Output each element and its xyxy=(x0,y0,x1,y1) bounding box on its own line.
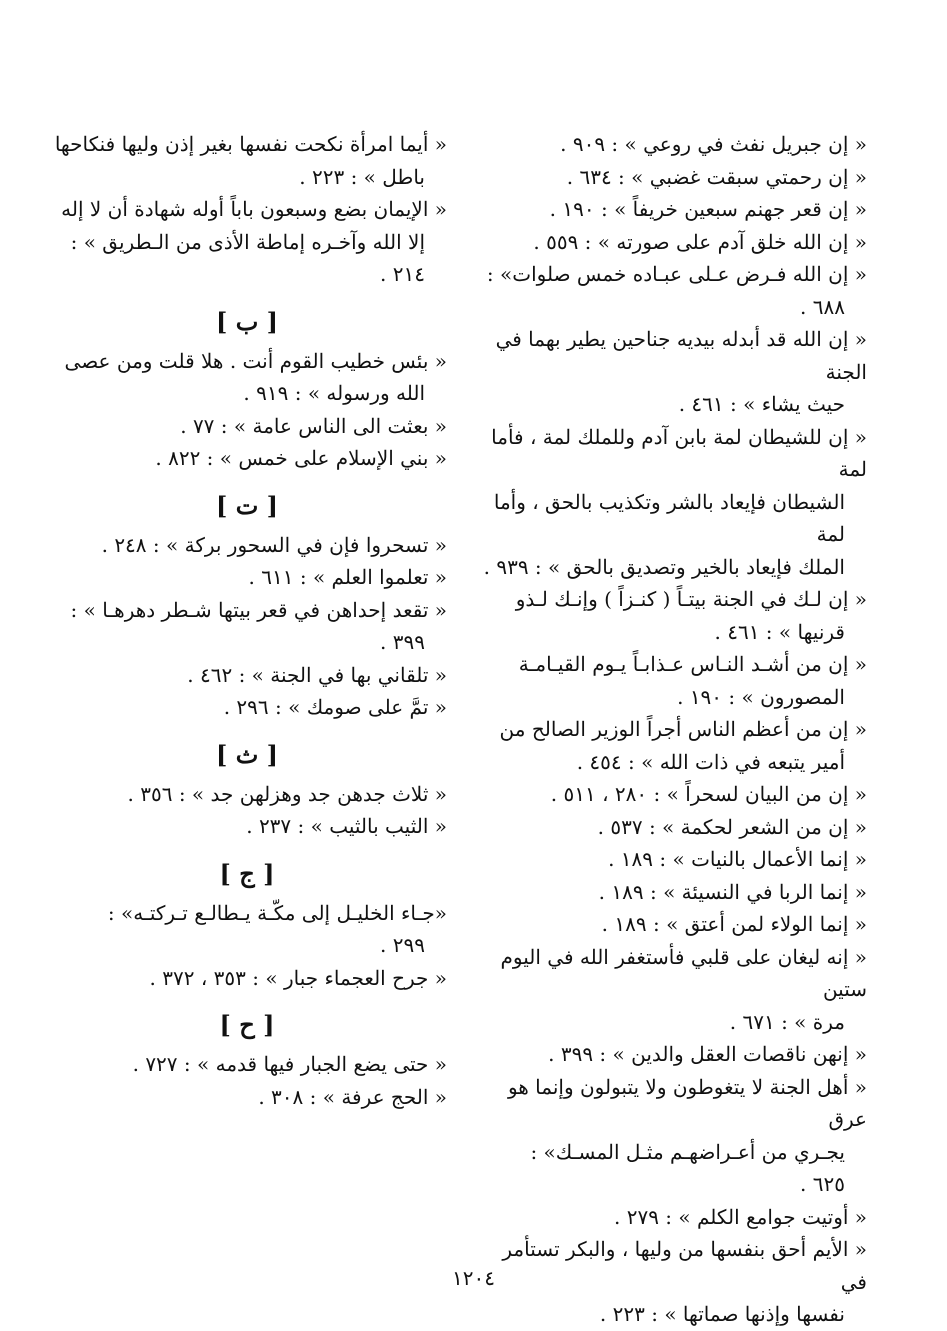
hadith-line: « إن جبريل نفث في روعي » : ٩٠٩ . xyxy=(560,132,867,156)
left-column xyxy=(47,128,447,1113)
hadith-line: ٦٨٨ . xyxy=(800,294,845,319)
hadith-line: « إن من البيان لسحراً » : ٢٨٠ ، ٥١١ . xyxy=(550,782,867,806)
hadith-line: « تعلموا العلم » : ٦١١ . xyxy=(248,565,447,589)
hadith-line: مرة » : ٦٧١ . xyxy=(729,1009,845,1034)
section-heading-ha: [ ح ] xyxy=(219,1010,275,1039)
hadith-line: « إن الله قد أبدله بيديه جناحين يطير بهما في الجنة xyxy=(495,327,867,384)
right-column xyxy=(472,128,867,1331)
section-heading-jim: [ ج ] xyxy=(219,858,275,888)
hadith-line: « إن الله فـرض عـلى عبـاده خمس صلوات» : xyxy=(486,262,867,286)
hadith-line: « حتى يضع الجبار فيها قدمه » : ٧٢٧ . xyxy=(132,1052,447,1076)
hadith-line: « إن قعر جهنم سبعين خريفاً » : ١٩٠ . xyxy=(549,197,867,221)
hadith-line: « الحج عرفة » : ٣٠٨ . xyxy=(258,1084,447,1109)
hadith-line: ٢٩٩ . xyxy=(380,933,425,957)
hadith-line: « إنه ليغان على قلبي فأستغفر الله في اليوم ستين xyxy=(500,944,867,1001)
hadith-line: « الأيم أحق بنفسها من وليها ، والبكر تستأمر في xyxy=(502,1237,867,1294)
hadith-line: ٣٩٩ . xyxy=(380,630,425,654)
hadith-line: « الإيمان بضع وسبعون باباً أوله شهادة أن لا إله xyxy=(61,197,447,221)
hadith-line: « ثلاث جدهن جد وهزلهن جد » : ٣٥٦ . xyxy=(127,781,447,806)
hadith-line: « تسحروا فإن في السحور بركة » : ٢٤٨ . xyxy=(101,532,447,557)
hadith-line: ٦٢٥ . xyxy=(800,1172,845,1196)
hadith-line: الملك فإيعاد بالخير وتصديق بالحق » : ٩٣٩ . xyxy=(483,554,845,579)
hadith-line: « أيما امرأة نكحت نفسها بغير إذن وليها فنكاحها xyxy=(54,132,447,156)
hadith-line: « أهل الجنة لا يتغوطون ولا يتبولون وإنما هو عرق xyxy=(507,1074,867,1131)
hadith-line: « بئس خطيب القوم أنت . هلا قلت ومن عصى xyxy=(64,348,447,373)
hadith-line: المصورون » : ١٩٠ . xyxy=(677,684,845,709)
hadith-line: قرنيها » : ٤٦١ . xyxy=(714,619,845,644)
hadith-line: الله ورسوله » : ٩١٩ . xyxy=(243,381,425,405)
hadith-line: « إن من أعظم الناس أجراً الوزير الصالح من xyxy=(499,717,867,741)
hadith-line: الشيطان فإيعاد بالشر وتكذيب بالحق ، وأما لمة xyxy=(493,489,845,546)
page-number: ١٢٠٤ xyxy=(452,1266,495,1290)
hadith-line: باطل » : ٢٢٣ . xyxy=(299,164,425,189)
hadith-line: « تلقاني بها في الجنة » : ٤٦٢ . xyxy=(187,662,447,687)
hadith-line: « جرح العجماء جبار » : ٣٥٣ ، ٣٧٢ . xyxy=(149,965,447,990)
hadith-line: « إن من الشعر لحكمة » : ٥٣٧ . xyxy=(597,814,867,839)
hadith-line: « إنما الأعمال بالنيات » : ١٨٩ . xyxy=(608,847,867,871)
hadith-line: « إنما الولاء لمن أعتق » : ١٨٩ . xyxy=(601,912,867,936)
hadith-line: « إن من أشـد النـاس عـذابـاً يـوم القيـامـة xyxy=(518,652,867,676)
section-heading-ta: [ ت ] xyxy=(215,490,278,520)
hadith-line: « إنما الربا في النسيئة » : ١٨٩ . xyxy=(598,879,867,904)
hadith-line: « بني الإسلام على خمس » : ٨٢٢ . xyxy=(155,446,447,470)
hadith-line: « تقعد إحداهن في قعر بيتها شـطر دهرهـا » : xyxy=(70,597,447,622)
section-heading-ba: [ ب ] xyxy=(215,306,278,336)
hadith-line: « إن لـك في الجنة بيتـاً ( كنـزاً ) وإنـك لـذو xyxy=(515,587,867,611)
hadith-line: « إن للشيطان لمة بابن آدم وللملك لمة ، فأما لمة xyxy=(491,424,867,481)
hadith-line: « أوتيت جوامع الكلم » : ٢٧٩ . xyxy=(614,1204,867,1229)
hadith-line: حيث يشاء » : ٤٦١ . xyxy=(678,392,845,416)
hadith-line: يجـري من أعـراضهـم مثـل المسـك» : xyxy=(530,1139,845,1164)
hadith-line: « إن رحمتي سبقت غضبي » : ٦٣٤ . xyxy=(566,164,867,189)
hadith-line: « إنهن ناقصات العقل والدين » : ٣٩٩ . xyxy=(548,1042,867,1066)
hadith-line: نفسها وإذنها صماتها » : ٢٢٣ . xyxy=(599,1302,845,1326)
hadith-line: أمير يتبعه في ذات الله » : ٤٥٤ . xyxy=(576,749,845,774)
hadith-line: إلا الله وآخـره إماطة الأذى من الـطريق » : xyxy=(70,229,425,254)
hadith-line: « إن الله خلق آدم على صورته » : ٥٥٩ . xyxy=(533,229,867,254)
hadith-line: «جـاء الخليـل إلى مكّـة يـطالـع تـركتـه» : xyxy=(107,900,447,925)
section-heading-tha: [ ث ] xyxy=(215,739,278,769)
hadith-line: « الثيب بالثيب » : ٢٣٧ . xyxy=(246,814,447,838)
hadith-line: « بعثت الى الناس عامة » : ٧٧ . xyxy=(180,413,447,438)
hadith-line: ٢١٤ . xyxy=(380,262,425,286)
hadith-line: « تمَّ على صومك » : ٢٩٦ . xyxy=(223,695,447,719)
